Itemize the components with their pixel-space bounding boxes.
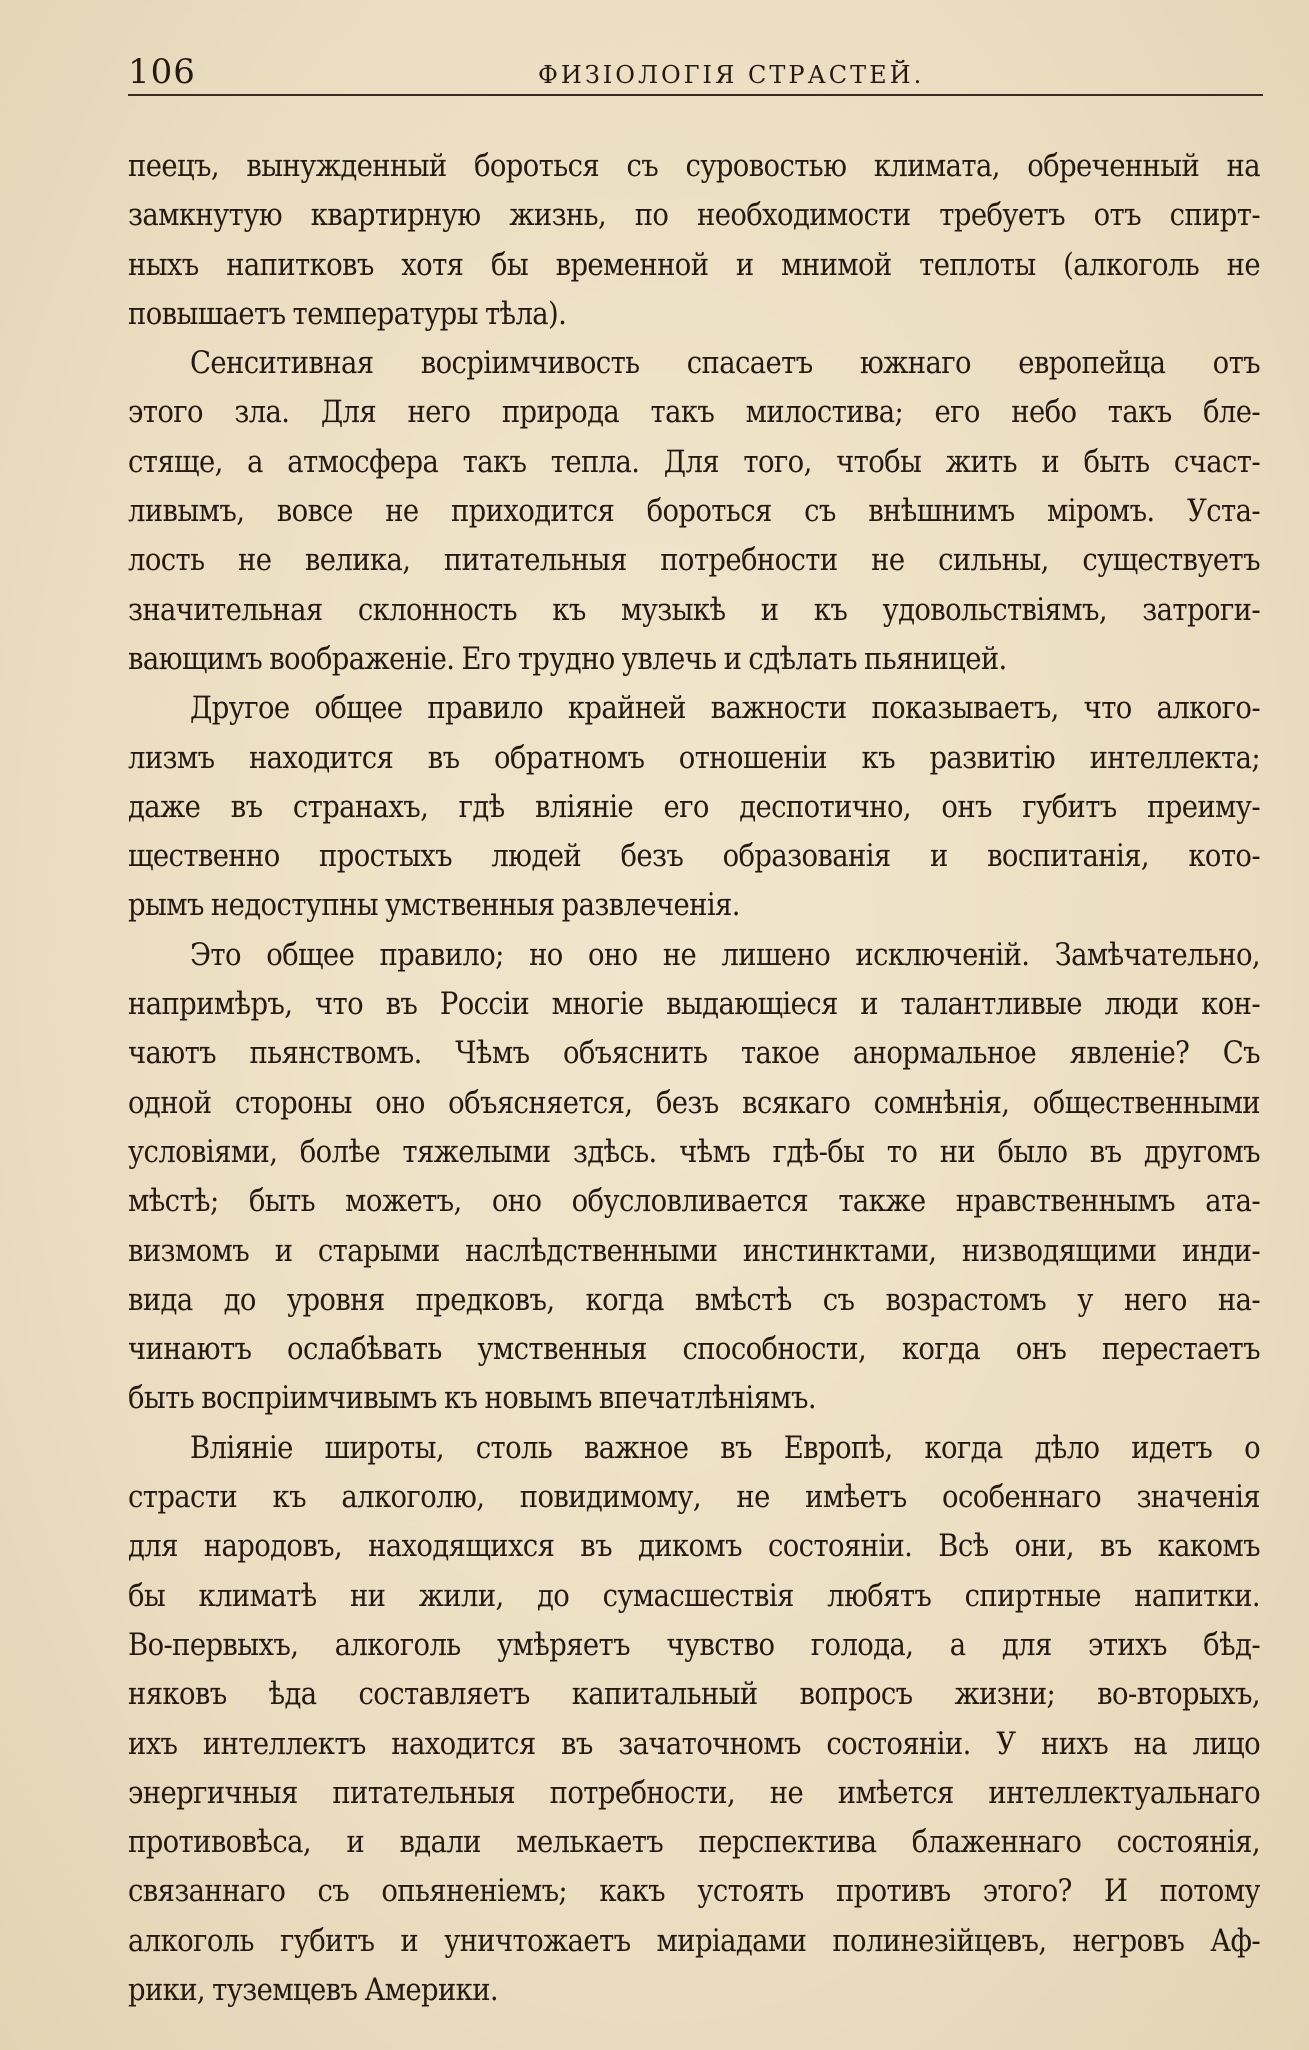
page-number: 106	[128, 52, 196, 92]
text-line: лость не велика, питательныя потребности не сильны, существуетъ	[128, 543, 1260, 579]
text-line: Во-первыхъ, алкоголь умѣряетъ чувство голода, а для этихъ бѣд-	[128, 1627, 1260, 1663]
text-line: этого зла. Для него природа такъ милостива; его небо такъ бле-	[128, 395, 1260, 431]
paragraph-first-line: Вліяніе широты, столь важное въ Европѣ, когда дѣло идетъ о	[190, 1430, 1260, 1466]
text-line: няковъ ѣда составляетъ капитальный вопросъ жизни; во-вторыхъ,	[128, 1677, 1260, 1713]
text-line: вида до уровня предковъ, когда вмѣстѣ съ возрастомъ у него на-	[128, 1282, 1260, 1318]
text-line: стяще, а атмосфера такъ тепла. Для того, чтобы жить и быть счаст-	[128, 444, 1260, 480]
text-line: щественно простыхъ людей безъ образованія и воспитанія, кото-	[128, 839, 1260, 875]
text-line: замкнутую квартирную жизнь, по необходимости требуетъ отъ спирт-	[128, 198, 1260, 234]
text-line: противовѣса, и вдали мелькаетъ перспектива блаженнаго состоянія,	[128, 1825, 1260, 1861]
text-line: одной стороны оно объясняется, безъ всякаго сомнѣнія, общественными	[128, 1085, 1260, 1121]
text-line: алкоголь губитъ и уничтожаетъ миріадами полинезійцевъ, негровъ Аф-	[128, 1923, 1260, 1959]
text-line: энергичныя питательныя потребности, не имѣется интеллектуальнаго	[128, 1775, 1260, 1811]
text-line: рики, туземцевъ Америки.	[128, 1972, 499, 2008]
text-line: значительная склонность къ музыкѣ и къ удовольствіямъ, затроги-	[128, 592, 1260, 628]
paragraph-first-line: Сенситивная восріимчивость спасаетъ южнаго европейца отъ	[190, 346, 1260, 382]
text-line: визмомъ и старыми наслѣдственными инстинктами, низводящими инди-	[128, 1233, 1260, 1269]
text-line: чаютъ пьянствомъ. Чѣмъ объяснить такое анормальное явленіе? Съ	[128, 1036, 1260, 1072]
text-line: пеецъ, вынужденный бороться съ суровостью климата, обреченный на	[128, 149, 1260, 184]
running-title: ФИЗІОЛОГІЯ СТРАСТЕЙ.	[538, 61, 925, 89]
body-text	[128, 142, 1260, 2015]
text-line: связаннаго съ опьяненіемъ; какъ устоять противъ этого? И потому	[128, 1874, 1260, 1910]
text-line: ихъ интеллектъ находится въ зачаточномъ состояніи. У нихъ на лицо	[128, 1726, 1260, 1762]
text-line: быть воспріимчивымъ къ новымъ впечатлѣніямъ.	[128, 1381, 816, 1417]
text-line: ливымъ, вовсе не приходится бороться съ внѣшнимъ міромъ. Уста-	[128, 494, 1260, 530]
paragraph-first-line: Это общее правило; но оно не лишено исключеній. Замѣчательно,	[190, 937, 1260, 973]
text-line: лизмъ находится въ обратномъ отношеніи къ развитію интеллекта;	[128, 740, 1260, 776]
paragraph-first-line: Другое общее правило крайней важности показываетъ, что алкого-	[190, 691, 1260, 727]
text-line: ныхъ напитковъ хотя бы временной и мнимой теплоты (алкоголь не	[128, 247, 1260, 283]
text-line: мѣстѣ; быть можетъ, оно обусловливается также нравственнымъ ата-	[128, 1184, 1260, 1220]
header-rule	[128, 94, 1263, 96]
text-line: условіями, болѣе тяжелыми здѣсь. чѣмъ гдѣ-бы то ни было въ другомъ	[128, 1134, 1260, 1170]
page-header	[128, 52, 1263, 96]
text-line: вающимъ воображеніе. Его трудно увлечь и сдѣлать пьяницей.	[128, 641, 1007, 677]
text-line: даже въ странахъ, гдѣ вліяніе его деспотично, онъ губитъ преиму-	[128, 789, 1260, 825]
text-line: рымъ недоступны умственныя развлеченія.	[128, 888, 740, 924]
text-line: бы климатѣ ни жили, до сумасшествія любятъ спиртные напитки.	[128, 1578, 1260, 1614]
text-line: чинаютъ ослабѣвать умственныя способности, когда онъ перестаетъ	[128, 1332, 1260, 1368]
text-line: напримѣръ, что въ Россіи многіе выдающіеся и талантливые люди кон-	[128, 987, 1260, 1023]
text-line: повышаетъ температуры тѣла).	[128, 296, 567, 332]
text-line: страсти къ алкоголю, повидимому, не имѣетъ особеннаго значенія	[128, 1480, 1260, 1516]
text-line: для народовъ, находящихся въ дикомъ состояніи. Всѣ они, въ какомъ	[128, 1529, 1260, 1565]
